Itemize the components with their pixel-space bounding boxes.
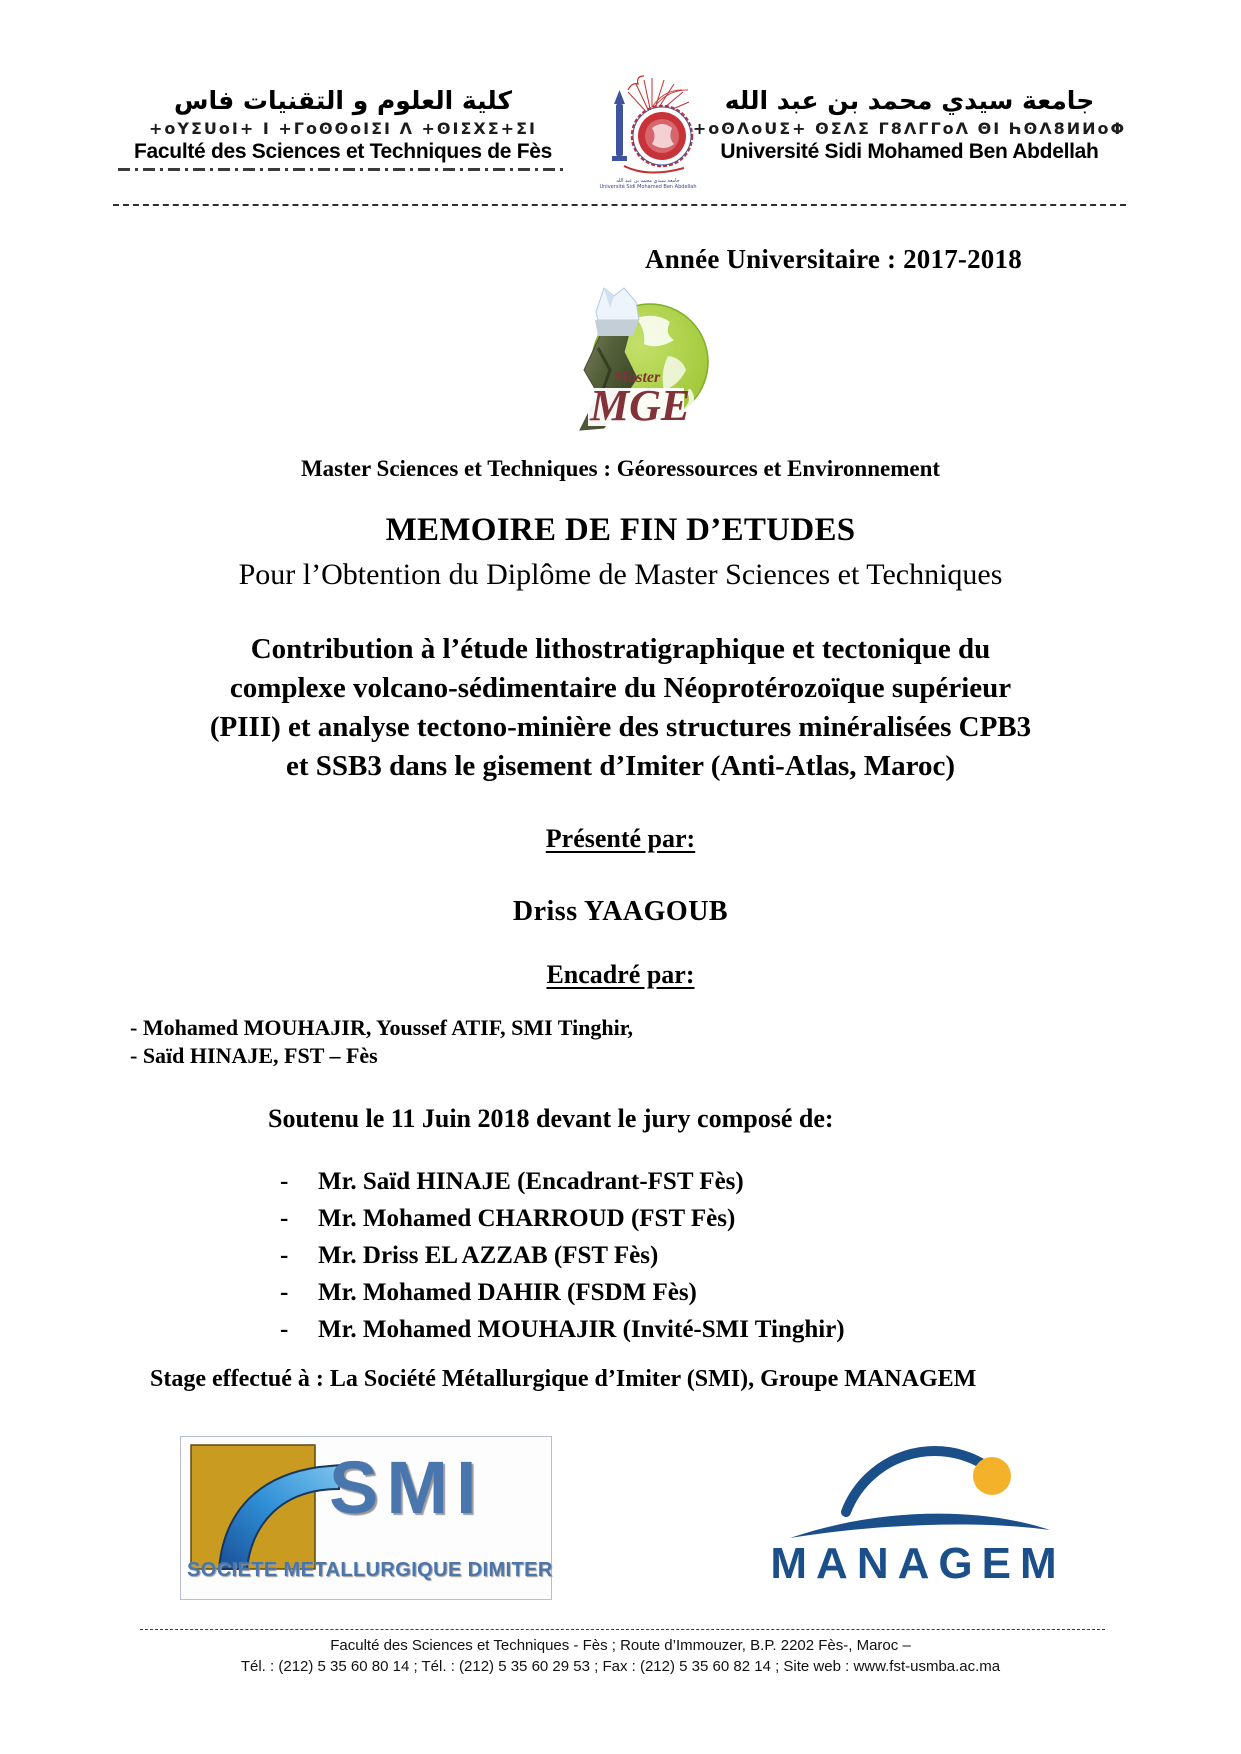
smi-acronym: SMI <box>329 1446 485 1529</box>
list-dash: - <box>280 1205 289 1232</box>
list-dash: - <box>280 1279 289 1306</box>
jury-member-name: Mr. Mohamed DAHIR (FSDM Fès) <box>318 1279 697 1306</box>
jury-member-name: Mr. Mohamed MOUHAJIR (Invité-SMI Tinghir) <box>318 1316 845 1343</box>
mge-acronym: MGE <box>590 381 691 430</box>
program-line: Master Sciences et Techniques : Géoressources et Environnement <box>300 456 941 481</box>
footer-address: Faculté des Sciences et Techniques - Fès ; Route d’Immouzer, B.P. 2202 Fès-, Maroc – <box>330 1637 911 1654</box>
managem-name: MANAGEM <box>770 1539 1066 1588</box>
managem-logo <box>728 1438 1108 1589</box>
faculty-name-french: Faculté des Sciences et Techniques de Fès <box>134 140 552 163</box>
supervisor-item: - Saïd HINAJE, FST – Fès <box>130 1043 378 1068</box>
thesis-title-line: et SSB3 dans le gisement d’Imiter (Anti-Atlas, Maroc) <box>285 750 956 782</box>
internship-line: Stage effectué à : La Société Métallurgique d’Imiter (SMI), Groupe MANAGEM <box>150 1366 977 1392</box>
seal-caption-french: Université Sidi Mohamed Ben Abdellah <box>599 184 697 190</box>
university-name-tifinagh: +oʘΛoUΣ+ ʘΣΛΣ Γ8ΛΓΓoΛ ΘI ҺʘΛ8ИИoΦ <box>692 119 1127 138</box>
jury-member <box>280 1168 845 1205</box>
jury-member <box>280 1205 845 1242</box>
iceberg-icon <box>595 288 639 336</box>
seal-caption-arabic: جامعة سيدي محمد بن عبد الله <box>616 178 680 184</box>
jury-member-name: Mr. Driss EL AZZAB (FST Fès) <box>318 1242 659 1269</box>
master-mge-logo <box>540 278 712 438</box>
faculty-name-arabic: كلية العلوم و التقنيات فاس <box>173 86 513 115</box>
university-name-arabic: جامعة سيدي محمد بن عبد الله <box>724 86 1095 115</box>
footer-contacts: Tél. : (212) 5 35 60 80 14 ; Tél. : (212) 5 35 60 29 53 ; Fax : (212) 5 35 60 82 14 ; Site web : www.fst-usmba.ac.ma <box>240 1658 1001 1675</box>
managem-mark-icon <box>728 1438 1108 1540</box>
jury-member-name: Mr. Mohamed CHARROUD (FST Fès) <box>318 1205 736 1232</box>
supervisors-list <box>130 1014 633 1070</box>
faculty-name-tifinagh: +oYΣUoI+ I +ΓoʘʘoIΣI Λ +ʘIΣXΣ+ΣI <box>149 119 537 138</box>
smi-logo <box>180 1436 552 1600</box>
thesis-title <box>0 630 1241 786</box>
academic-year: Année Universitaire : 2017-2018 <box>645 244 1022 274</box>
university-name-french: Université Sidi Mohamed Ben Abdellah <box>720 140 1099 163</box>
jury-member <box>280 1316 845 1353</box>
thesis-title-line: complexe volcano-sédimentaire du Néoprotérozoïque supérieur <box>229 672 1012 704</box>
memoire-subtitle: Pour l’Obtention du Diplôme de Master Sciences et Techniques <box>238 558 1003 591</box>
thesis-title-line: (PIII) et analyse tectono-minière des structures minéralisées CPB3 <box>209 711 1032 743</box>
header-separator <box>113 204 1126 206</box>
mge-master-label: Master <box>614 369 661 386</box>
smi-caption: SOCIETE METALLURGIQUE DIMITER <box>187 1559 553 1581</box>
header-faculty-block <box>118 86 568 171</box>
seal-caption <box>578 178 718 190</box>
supervised-by-label: Encadré par: <box>546 960 695 989</box>
jury-list <box>280 1168 845 1353</box>
memoire-title: MEMOIRE DE FIN D’ETUDES <box>385 512 856 548</box>
presented-by-label: Présenté par: <box>545 824 696 853</box>
list-dash: - <box>280 1168 289 1195</box>
header-university-block <box>682 86 1137 164</box>
defense-line: Soutenu le 11 Juin 2018 devant le jury composé de: <box>268 1104 834 1133</box>
jury-member <box>280 1279 845 1316</box>
footer-separator <box>140 1629 1105 1630</box>
jury-member-name: Mr. Saïd HINAJE (Encadrant-FST Fès) <box>318 1168 744 1195</box>
list-dash: - <box>280 1316 289 1343</box>
jury-member <box>280 1242 845 1279</box>
author-name: Driss YAAGOUB <box>512 896 729 927</box>
thesis-title-line: Contribution à l’étude lithostratigraphique et tectonique du <box>250 633 991 665</box>
list-dash: - <box>280 1242 289 1269</box>
supervisor-item: - Mohamed MOUHAJIR, Youssef ATIF, SMI Tinghir, <box>130 1015 634 1040</box>
faculty-underline <box>118 168 568 171</box>
